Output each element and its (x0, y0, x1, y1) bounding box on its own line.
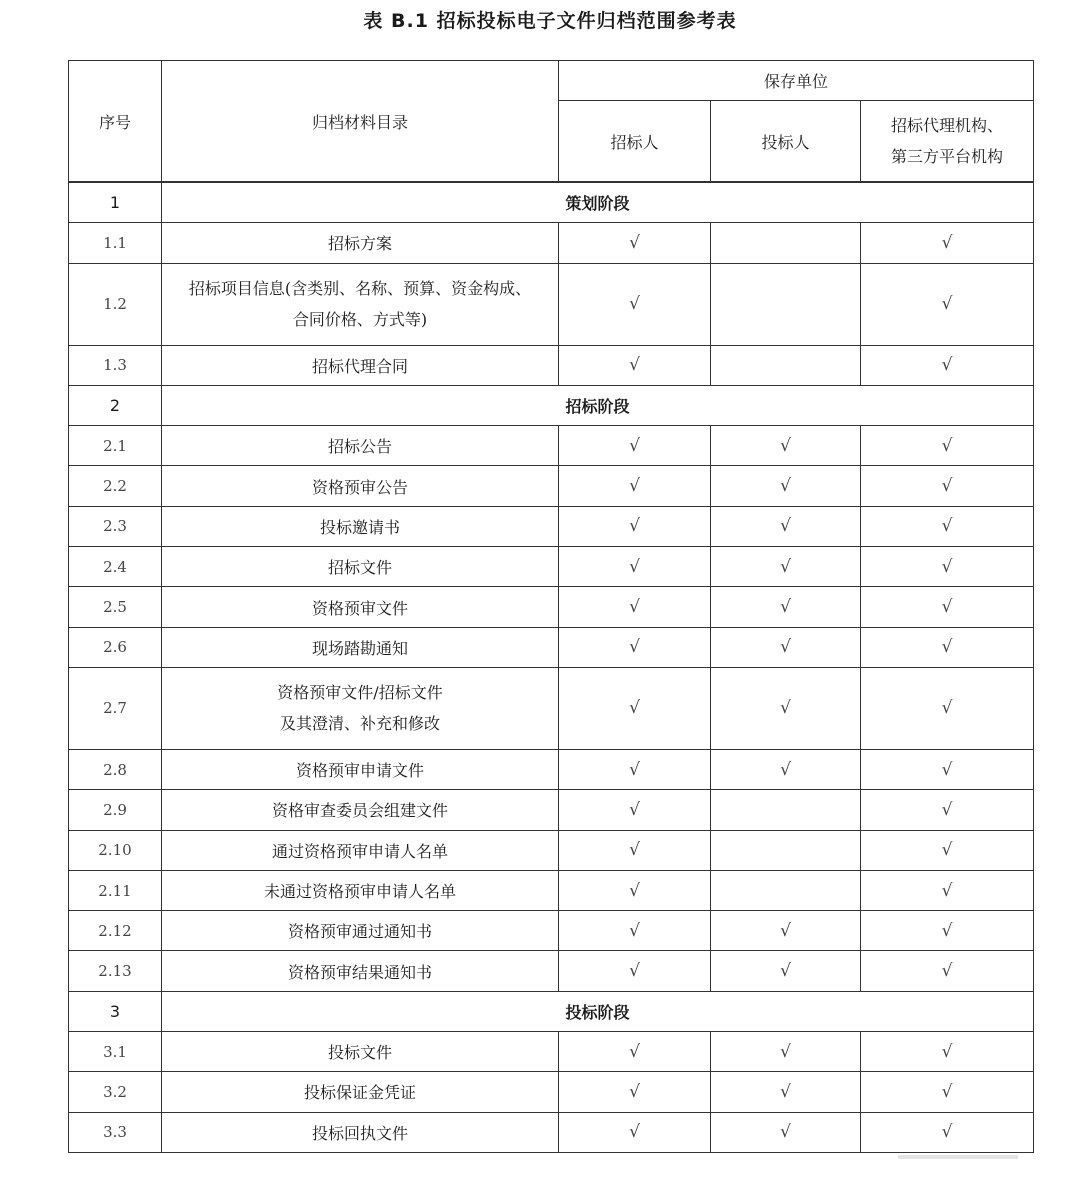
row-number: 2.1 (69, 426, 162, 466)
row-number: 2.5 (69, 587, 162, 627)
tenderer-mark: √ (559, 627, 711, 667)
bidder-mark: √ (711, 911, 861, 951)
row-number: 3.1 (69, 1032, 162, 1072)
bidder-mark (711, 870, 861, 910)
row-number: 2.13 (69, 951, 162, 991)
row-item: 投标文件 (162, 1032, 559, 1072)
row-number: 3.3 (69, 1112, 162, 1152)
agency-mark: √ (861, 749, 1034, 789)
table-row (69, 506, 1034, 546)
row-number: 2.11 (69, 870, 162, 910)
agency-mark: √ (861, 870, 1034, 910)
table-row (69, 466, 1034, 506)
tenderer-mark: √ (559, 911, 711, 951)
table-row (69, 1112, 1034, 1152)
bidder-mark: √ (711, 466, 861, 506)
table-row (69, 547, 1034, 587)
row-number: 2.7 (69, 667, 162, 749)
row-item-line1: 资格预审文件/招标文件 (277, 683, 443, 703)
tenderer-mark: √ (559, 223, 711, 263)
header-tenderer: 招标人 (559, 101, 711, 183)
table-row (69, 587, 1034, 627)
row-item: 招标文件 (162, 547, 559, 587)
stage-name: 招标阶段 (162, 385, 1034, 425)
table-row (69, 830, 1034, 870)
row-item: 现场踏勘通知 (162, 627, 559, 667)
table-row (69, 426, 1034, 466)
row-item: 投标邀请书 (162, 506, 559, 546)
tenderer-mark: √ (559, 587, 711, 627)
archive-scope-table (68, 60, 1034, 1153)
bidder-mark: √ (711, 667, 861, 749)
tenderer-mark: √ (559, 1032, 711, 1072)
row-item-line2: 合同价格、方式等) (292, 310, 428, 330)
table-row (69, 627, 1034, 667)
row-item: 招标公告 (162, 426, 559, 466)
row-item: 投标保证金凭证 (162, 1072, 559, 1112)
bidder-mark: √ (711, 951, 861, 991)
table-title: 表 B.1 招标投标电子文件归档范围参考表 (363, 10, 737, 32)
agency-mark: √ (861, 911, 1034, 951)
tenderer-mark: √ (559, 870, 711, 910)
bidder-mark: √ (711, 506, 861, 546)
header-catalog: 归档材料目录 (162, 61, 559, 183)
agency-mark: √ (861, 547, 1034, 587)
agency-mark: √ (861, 1112, 1034, 1152)
row-item: 招标代理合同 (162, 345, 559, 385)
stage-number: 3 (69, 991, 162, 1031)
table-row (69, 790, 1034, 830)
row-item: 通过资格预审申请人名单 (162, 830, 559, 870)
header-agency (861, 101, 1034, 183)
row-number: 2.3 (69, 506, 162, 546)
tenderer-mark: √ (559, 749, 711, 789)
table-row (69, 667, 1034, 749)
row-number: 2.6 (69, 627, 162, 667)
tenderer-mark: √ (559, 547, 711, 587)
row-item: 投标回执文件 (162, 1112, 559, 1152)
bidder-mark: √ (711, 587, 861, 627)
stage-row (69, 182, 1034, 223)
row-number: 1.2 (69, 263, 162, 345)
row-item: 未通过资格预审申请人名单 (162, 870, 559, 910)
row-item (162, 263, 559, 345)
row-number: 2.9 (69, 790, 162, 830)
agency-mark: √ (861, 1072, 1034, 1112)
stage-name: 策划阶段 (162, 182, 1034, 223)
row-number: 2.12 (69, 911, 162, 951)
stage-number: 1 (69, 182, 162, 223)
row-item: 资格预审公告 (162, 466, 559, 506)
bidder-mark: √ (711, 1072, 861, 1112)
table-row (69, 951, 1034, 991)
bidder-mark (711, 830, 861, 870)
tenderer-mark: √ (559, 951, 711, 991)
agency-mark: √ (861, 830, 1034, 870)
watermark (898, 1147, 1018, 1157)
stage-name: 投标阶段 (162, 991, 1034, 1031)
header-agency-line1: 招标代理机构、 (890, 116, 1003, 135)
row-number: 2.4 (69, 547, 162, 587)
agency-mark: √ (861, 466, 1034, 506)
row-item: 资格审查委员会组建文件 (162, 790, 559, 830)
row-item (162, 667, 559, 749)
tenderer-mark: √ (559, 263, 711, 345)
tenderer-mark: √ (559, 790, 711, 830)
stage-row (69, 991, 1034, 1031)
agency-mark: √ (861, 426, 1034, 466)
bidder-mark: √ (711, 749, 861, 789)
bidder-mark: √ (711, 627, 861, 667)
tenderer-mark: √ (559, 1072, 711, 1112)
stage-row (69, 385, 1034, 425)
row-item: 资格预审申请文件 (162, 749, 559, 789)
table-row (69, 911, 1034, 951)
agency-mark: √ (861, 263, 1034, 345)
table-row (69, 870, 1034, 910)
bidder-mark: √ (711, 426, 861, 466)
bidder-mark (711, 263, 861, 345)
agency-mark: √ (861, 223, 1034, 263)
row-number: 1.3 (69, 345, 162, 385)
tenderer-mark: √ (559, 667, 711, 749)
header-storage-unit: 保存单位 (559, 61, 1034, 101)
stage-number: 2 (69, 385, 162, 425)
agency-mark: √ (861, 951, 1034, 991)
table-row (69, 749, 1034, 789)
bidder-mark: √ (711, 1032, 861, 1072)
row-item: 资格预审文件 (162, 587, 559, 627)
bidder-mark: √ (711, 547, 861, 587)
row-number: 1.1 (69, 223, 162, 263)
bidder-mark (711, 345, 861, 385)
table-row (69, 223, 1034, 263)
agency-mark: √ (861, 790, 1034, 830)
row-number: 3.2 (69, 1072, 162, 1112)
agency-mark: √ (861, 506, 1034, 546)
row-item: 资格预审结果通知书 (162, 951, 559, 991)
row-item-line1: 招标项目信息(含类别、名称、预算、资金构成、 (188, 279, 532, 299)
row-item: 招标方案 (162, 223, 559, 263)
tenderer-mark: √ (559, 1112, 711, 1152)
table-row (69, 1072, 1034, 1112)
table-row (69, 345, 1034, 385)
bidder-mark (711, 223, 861, 263)
row-number: 2.10 (69, 830, 162, 870)
header-bidder: 投标人 (711, 101, 861, 183)
header-seq: 序号 (69, 61, 162, 183)
tenderer-mark: √ (559, 830, 711, 870)
table-row (69, 263, 1034, 345)
tenderer-mark: √ (559, 345, 711, 385)
row-item-line2: 及其澄清、补充和修改 (279, 714, 440, 734)
header-agency-line2: 第三方平台机构 (890, 147, 1003, 166)
table-row (69, 1032, 1034, 1072)
tenderer-mark: √ (559, 466, 711, 506)
agency-mark: √ (861, 627, 1034, 667)
row-item: 资格预审通过通知书 (162, 911, 559, 951)
agency-mark: √ (861, 1032, 1034, 1072)
tenderer-mark: √ (559, 506, 711, 546)
agency-mark: √ (861, 587, 1034, 627)
bidder-mark (711, 790, 861, 830)
agency-mark: √ (861, 667, 1034, 749)
row-number: 2.8 (69, 749, 162, 789)
bidder-mark: √ (711, 1112, 861, 1152)
agency-mark: √ (861, 345, 1034, 385)
row-number: 2.2 (69, 466, 162, 506)
tenderer-mark: √ (559, 426, 711, 466)
